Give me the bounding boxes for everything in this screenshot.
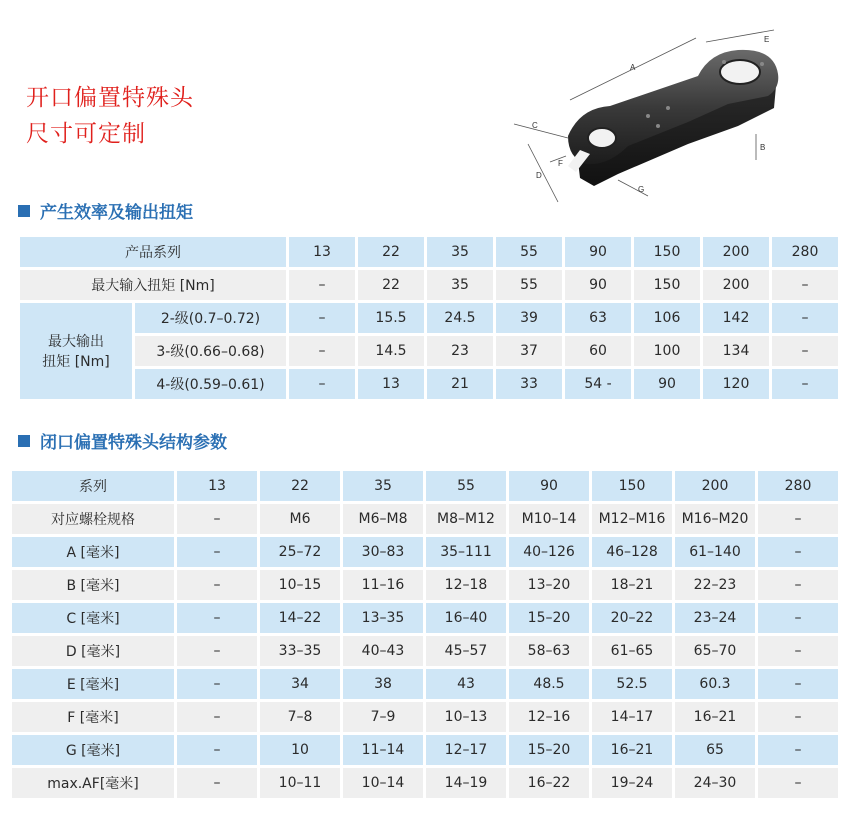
table-cell: 48.5 — [509, 669, 589, 699]
table-cell: – — [177, 735, 257, 765]
row-label: G [毫米] — [12, 735, 174, 765]
table-cell: 12–18 — [426, 570, 506, 600]
table-row: 产品系列 13 22 35 55 90 150 200 280 — [20, 237, 838, 267]
table-cell: 280 — [758, 471, 838, 501]
table-row: 4-级(0.59–0.61) – 13 21 33 54 - 90 120 – — [20, 369, 838, 399]
table-cell: 10 — [260, 735, 340, 765]
table-cell: – — [177, 504, 257, 534]
table-cell: – — [177, 768, 257, 798]
header-label: 产品系列 — [20, 237, 286, 267]
table-cell: – — [758, 735, 838, 765]
table-cell: – — [177, 537, 257, 567]
table-cell: 43 — [426, 669, 506, 699]
max-input-label: 最大输入扭矩 [Nm] — [20, 270, 286, 300]
table-row: 最大输出 扭矩 [Nm] 2-级(0.7–0.72) – 15.5 24.5 39 63 106 142 – — [20, 303, 838, 333]
table-cell: 23–24 — [675, 603, 755, 633]
table-cell: 15–20 — [509, 735, 589, 765]
table-cell: – — [758, 570, 838, 600]
table-cell: 16–40 — [426, 603, 506, 633]
table-cell: 61–140 — [675, 537, 755, 567]
table-row — [12, 603, 838, 633]
table-row — [12, 669, 838, 699]
table-cell: 11–16 — [343, 570, 423, 600]
table-cell: 22 — [260, 471, 340, 501]
table-row — [12, 636, 838, 666]
dim-label-e: E — [764, 35, 770, 44]
table-row — [12, 537, 838, 567]
row-label: max.AF[毫米] — [12, 768, 174, 798]
table-row — [12, 768, 838, 798]
table-cell: 90 — [509, 471, 589, 501]
row-label: A [毫米] — [12, 537, 174, 567]
max-output-label: 最大输出 扭矩 [Nm] — [20, 303, 132, 399]
product-figure — [498, 26, 798, 216]
table-cell: M10–14 — [509, 504, 589, 534]
row-label: F [毫米] — [12, 702, 174, 732]
table-cell: 52.5 — [592, 669, 672, 699]
table-cell: 40–43 — [343, 636, 423, 666]
row-label: C [毫米] — [12, 603, 174, 633]
table-cell: 25–72 — [260, 537, 340, 567]
table-cell: 14–22 — [260, 603, 340, 633]
row-label: D [毫米] — [12, 636, 174, 666]
table-cell: 61–65 — [592, 636, 672, 666]
table-cell: 150 — [592, 471, 672, 501]
dim-label-c: C — [532, 121, 538, 130]
table-cell: – — [177, 570, 257, 600]
row-label: 系列 — [12, 471, 174, 501]
table-cell: – — [177, 669, 257, 699]
table-row: 最大输入扭矩 [Nm] – 22 35 55 90 150 200 – — [20, 270, 838, 300]
table-cell: 20–22 — [592, 603, 672, 633]
table-cell: 38 — [343, 669, 423, 699]
table-cell: – — [177, 603, 257, 633]
table-cell: 30–83 — [343, 537, 423, 567]
table-cell: 45–57 — [426, 636, 506, 666]
row-label: B [毫米] — [12, 570, 174, 600]
table-cell: 12–17 — [426, 735, 506, 765]
table-cell: M16–M20 — [675, 504, 755, 534]
table-cell: 13–20 — [509, 570, 589, 600]
promo-line-2: 尺寸可定制 — [26, 121, 146, 147]
table-cell: M6–M8 — [343, 504, 423, 534]
table-cell: 13–35 — [343, 603, 423, 633]
table-cell: 55 — [426, 471, 506, 501]
table-cell: 14–17 — [592, 702, 672, 732]
dim-label-b: B — [760, 143, 766, 152]
table-cell: 7–8 — [260, 702, 340, 732]
section-title-structure-params: 闭口偏置特殊头结构参数 — [18, 428, 227, 453]
table-cell: 40–126 — [509, 537, 589, 567]
table-cell: – — [758, 636, 838, 666]
table-cell: 16–21 — [592, 735, 672, 765]
table-cell: M6 — [260, 504, 340, 534]
promo-text — [26, 80, 194, 152]
table-cell: – — [758, 537, 838, 567]
table-cell: M8–M12 — [426, 504, 506, 534]
table-cell: – — [758, 669, 838, 699]
table-cell: 65–70 — [675, 636, 755, 666]
table-cell: 200 — [675, 471, 755, 501]
dim-label-f: F — [558, 159, 563, 168]
row-label: E [毫米] — [12, 669, 174, 699]
section-square-icon — [18, 205, 30, 217]
table-cell: 10–11 — [260, 768, 340, 798]
table-cell: 46–128 — [592, 537, 672, 567]
table-cell: 16–21 — [675, 702, 755, 732]
table-cell: 22–23 — [675, 570, 755, 600]
table-cell: 14–19 — [426, 768, 506, 798]
open-hole — [588, 128, 616, 148]
table-cell: 10–14 — [343, 768, 423, 798]
table-cell: – — [758, 702, 838, 732]
table-cell: 11–14 — [343, 735, 423, 765]
dim-label-d: D — [536, 171, 542, 180]
table-cell: 15–20 — [509, 603, 589, 633]
table-row: 3-级(0.66–0.68) – 14.5 23 37 60 100 134 – — [20, 336, 838, 366]
table-row — [12, 471, 838, 501]
table-cell: 12–16 — [509, 702, 589, 732]
table-cell: 10–15 — [260, 570, 340, 600]
table-row — [12, 735, 838, 765]
table-cell: – — [758, 504, 838, 534]
table-cell: – — [758, 768, 838, 798]
row-label: 对应螺栓规格 — [12, 504, 174, 534]
table-cell: 16–22 — [509, 768, 589, 798]
table-cell: 10–13 — [426, 702, 506, 732]
table-cell: 19–24 — [592, 768, 672, 798]
table-cell: 33–35 — [260, 636, 340, 666]
table-row — [12, 702, 838, 732]
table-cell: – — [177, 702, 257, 732]
table-cell: – — [758, 603, 838, 633]
table-cell: 60.3 — [675, 669, 755, 699]
section-square-icon — [18, 435, 30, 447]
section-title-output-torque: 产生效率及输出扭矩 — [18, 198, 193, 223]
table-row — [12, 504, 838, 534]
table-cell: 24–30 — [675, 768, 755, 798]
dim-label-g: G — [638, 185, 645, 194]
ring-hole — [720, 60, 760, 84]
table-cell: M12–M16 — [592, 504, 672, 534]
table-row — [12, 570, 838, 600]
output-torque-table — [17, 234, 841, 402]
table-cell: 58–63 — [509, 636, 589, 666]
dim-label-a: A — [630, 63, 636, 72]
table-cell: – — [177, 636, 257, 666]
promo-line-1: 开口偏置特殊头 — [26, 85, 194, 111]
table-cell: 35–111 — [426, 537, 506, 567]
structure-params-table — [9, 468, 841, 801]
table-cell: 7–9 — [343, 702, 423, 732]
table-cell: 34 — [260, 669, 340, 699]
table-cell: 18–21 — [592, 570, 672, 600]
table-cell: 35 — [343, 471, 423, 501]
table-cell: 13 — [177, 471, 257, 501]
table-cell: 65 — [675, 735, 755, 765]
